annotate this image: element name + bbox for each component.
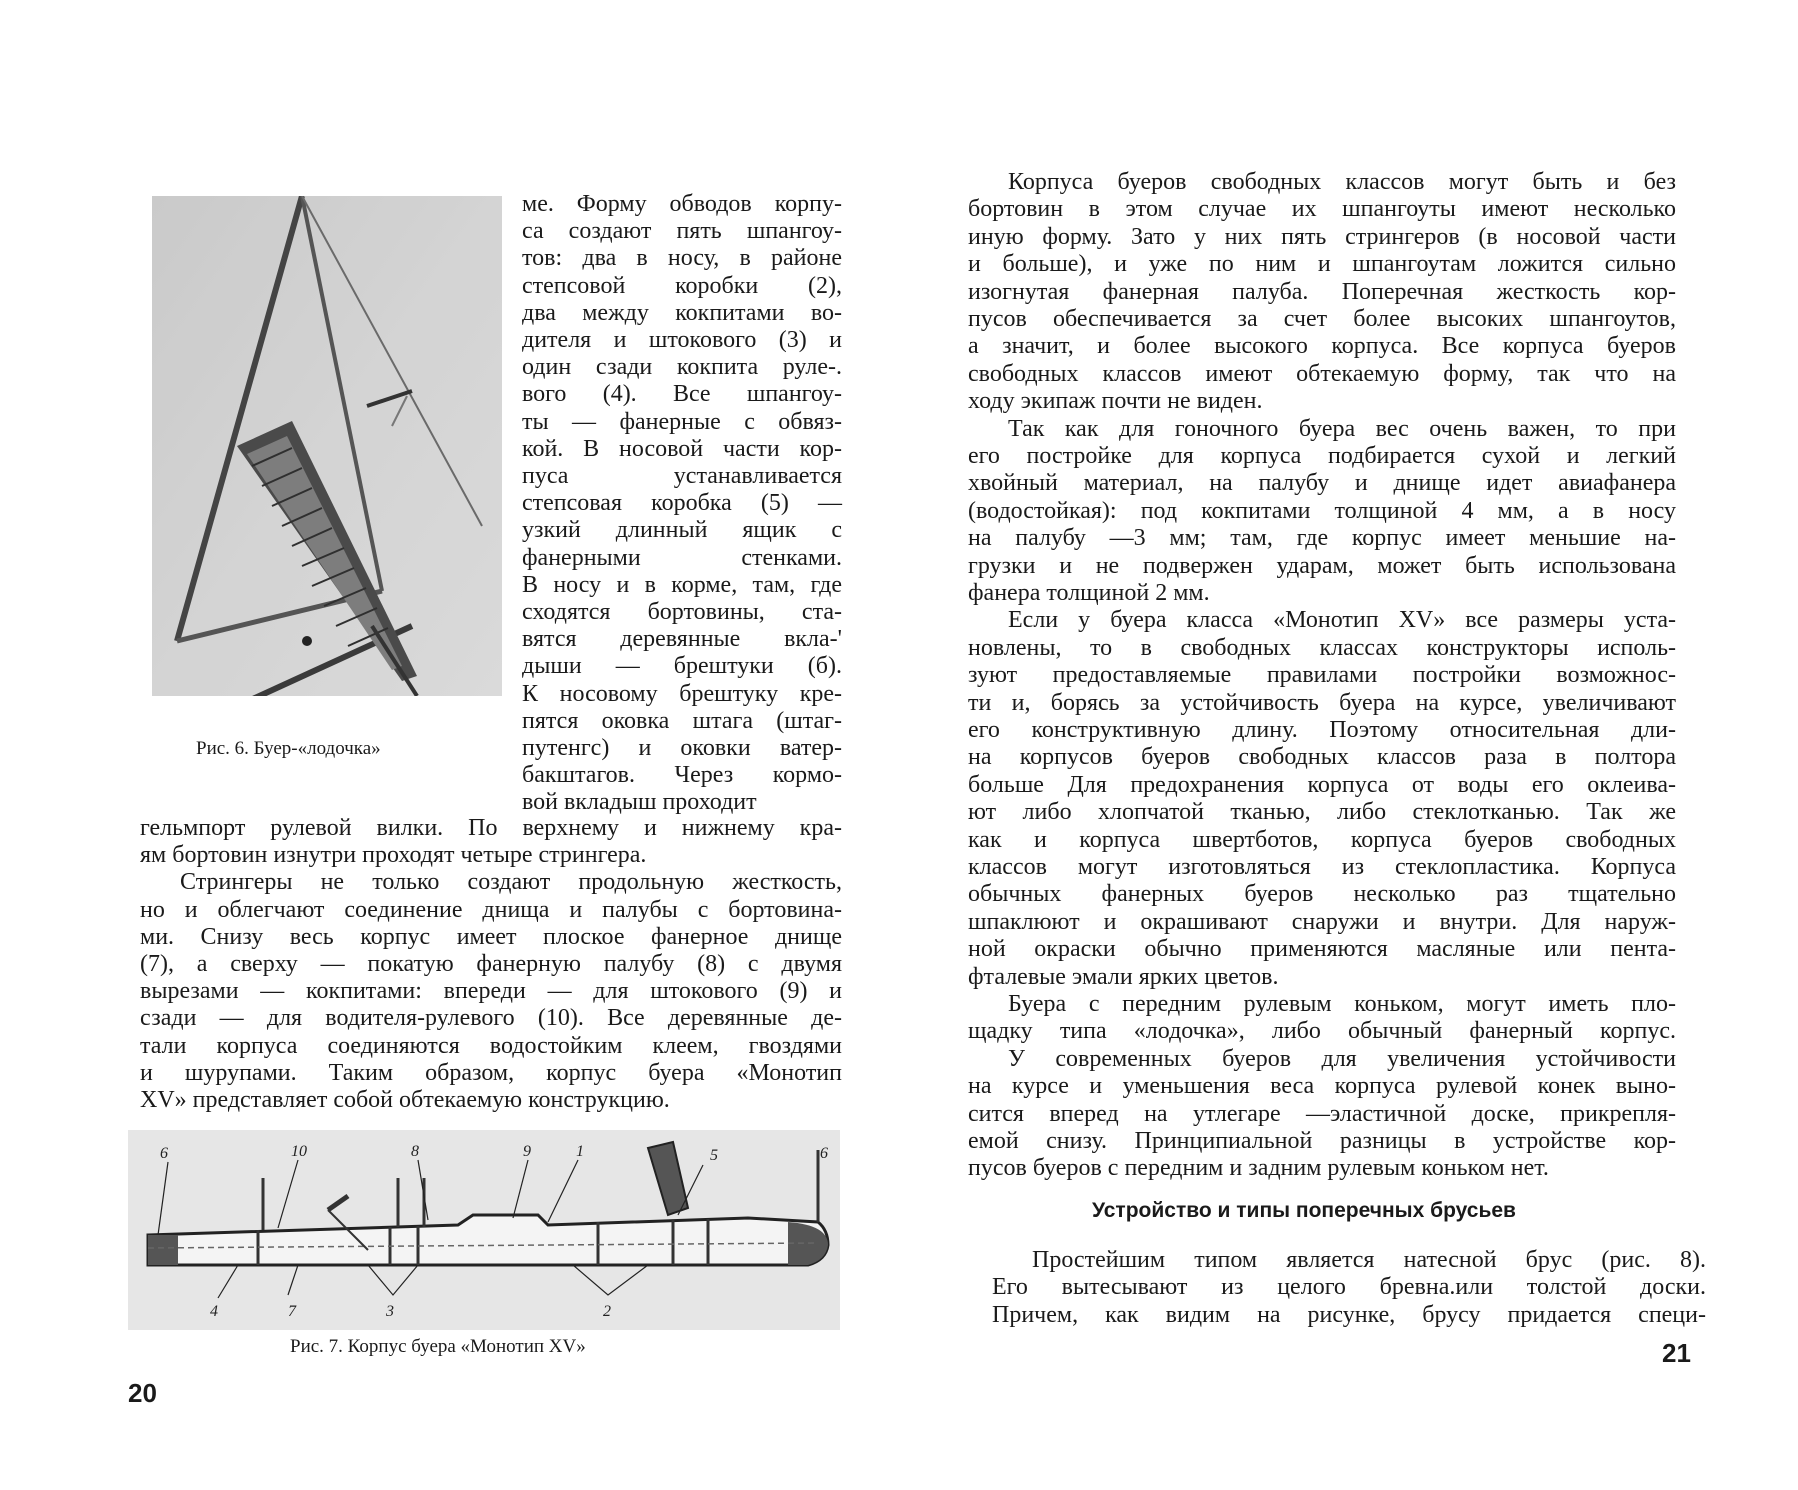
figure-6-caption: Рис. 6. Буер-«лодочка» xyxy=(196,738,381,759)
page-number-right: 21 xyxy=(1662,1338,1691,1368)
text-line: фанерными стенками. xyxy=(522,544,842,571)
text-line: XV» представляет собой обтекаемую конструкцию. xyxy=(140,1087,670,1113)
text-line: Его вытесывают из целого бревна.или толстой доски. xyxy=(992,1274,1706,1301)
figure-6-photo xyxy=(152,196,502,696)
text-line: У современных буеров для увеличения устойчивости xyxy=(1008,1045,1676,1072)
text-line: тали корпуса соединяются водостойким клеем, гвоздями xyxy=(140,1032,842,1059)
text-line: его конструктивную длину. Поэтому относительная дли- xyxy=(968,717,1676,743)
text-line: на курсе и уменьшения веса корпуса рулевой конек выно- xyxy=(968,1073,1676,1100)
text-line: новлены, то в свободных классах конструкторы исполь- xyxy=(968,634,1676,661)
text-line: фталевые эмали ярких цветов. xyxy=(968,963,1279,990)
text-line: и больше), и уже по ним и шпангоутам ложится сильно xyxy=(968,251,1676,278)
text-line: К носовому брештуку кре- xyxy=(522,680,842,707)
text-line: пятся оковка штага (штаг- xyxy=(522,707,842,734)
text-line: Если у буера класса «Монотип XV» все размеры уста- xyxy=(1008,607,1676,634)
fig7-label-6a: 6 xyxy=(160,1145,168,1162)
text-line: вятся деревянные вкла-' xyxy=(522,626,842,653)
text-line: ме. Форму обводов корпу- xyxy=(522,191,842,217)
fig7-label-7: 7 xyxy=(288,1303,296,1320)
fig7-label-1: 1 xyxy=(576,1143,584,1160)
text-line: и шурупами. Таким образом, корпус буера «Монотип xyxy=(140,1059,842,1086)
text-line: больше Для предохранения корпуса от воды его оклеива- xyxy=(968,771,1676,798)
section-heading: Устройство и типы поперечных брусьев xyxy=(1092,1199,1516,1222)
text-line: дыши — брештуки (б). xyxy=(522,653,842,680)
fig7-label-5: 5 xyxy=(710,1147,718,1164)
text-line: пусов буеров с передним и задним рулевым коньком нет. xyxy=(968,1155,1549,1182)
text-line: вой вкладыш проходит xyxy=(522,789,757,816)
text-line: ходу экипаж почти не виден. xyxy=(968,388,1263,415)
text-line: как и корпуса швертботов, корпуса буеров свободных xyxy=(968,826,1676,853)
text-line: Простейшим типом является натесной брус (рис. 8). xyxy=(1032,1247,1706,1273)
text-line: ты — фанерные с обвяз- xyxy=(522,408,842,435)
text-line: классов могут изготовляться из стеклопластика. Корпуса xyxy=(968,854,1676,880)
text-line: обычных фанерных буеров несколько раз тщательно xyxy=(968,881,1676,908)
text-line: гельмпорт рулевой вилки. По верхнему и нижнему кра- xyxy=(140,815,842,841)
text-line: ют либо хлопчатой тканью, либо стеклотканью. Так же xyxy=(968,799,1676,826)
text-line: два между кокпитами во- xyxy=(522,299,842,326)
text-line: сзади — для водителя-рулевого (10). Все деревянные де- xyxy=(140,1005,842,1032)
page-number-left: 20 xyxy=(128,1378,157,1408)
fig7-label-2: 2 xyxy=(603,1303,611,1320)
text-line: узкий длинный ящик с xyxy=(522,517,842,544)
text-line: дителя и штокового (3) и xyxy=(522,327,842,353)
figure-7-caption: Рис. 7. Корпус буера «Монотип XV» xyxy=(290,1336,586,1357)
fig7-label-10: 10 xyxy=(291,1143,307,1160)
fig7-label-8: 8 xyxy=(411,1143,419,1160)
figure-7-drawing xyxy=(128,1130,840,1330)
text-line: Стрингеры не только создают продольную жесткость, xyxy=(180,869,842,896)
text-line: (водостойкая): под кокпитами толщиной 4 мм, а в носу xyxy=(968,497,1676,524)
text-line: путенгс) и оковки ватер- xyxy=(522,735,842,761)
text-line: В носу и в корме, там, где xyxy=(522,571,842,598)
text-line: пусов обеспечивается за счет более высоких шпангоутов, xyxy=(968,306,1676,332)
text-line: но и облегчают соединение днища и палубы с бортовина- xyxy=(140,896,842,923)
text-line: щадку типа «лодочка», либо обычный фанерный корпус. xyxy=(968,1018,1676,1045)
text-line: кой. В носовой части кор- xyxy=(522,435,842,462)
text-line: на корпусов буеров свободных классов раза в полтора xyxy=(968,744,1676,771)
text-line: Так как для гоночного буера вес очень важен, то при xyxy=(1008,415,1676,442)
text-line: Буера с передним рулевым коньком, могут иметь пло- xyxy=(1008,991,1676,1017)
text-line: степсовой коробки (2), xyxy=(522,272,842,299)
fig7-label-3: 3 xyxy=(386,1303,394,1320)
text-line: пуса устанавливается xyxy=(522,463,842,489)
text-line: а значит, и более высокого корпуса. Все корпуса буеров xyxy=(968,333,1676,360)
text-line: сится вперед на утлегаре —эластичной доске, прикрепля- xyxy=(968,1100,1676,1127)
text-line: на палубу —3 мм; там, где корпус имеет меньшие на- xyxy=(968,525,1676,552)
text-line: са создают пять шпангоу- xyxy=(522,218,842,245)
text-line: степсовая коробка (5) — xyxy=(522,490,842,517)
text-line: ям бортовин изнутри проходят четыре стрингера. xyxy=(140,842,647,869)
text-line: один сзади кокпита руле-. xyxy=(522,354,842,381)
fig7-label-4: 4 xyxy=(210,1303,218,1320)
text-line: свободных классов имеют обтекаемую форму, так что на xyxy=(968,360,1676,387)
text-line: бортовин в этом случае их шпангоуты имеют несколько xyxy=(968,196,1676,223)
text-line: тов: два в носу, в районе xyxy=(522,245,842,272)
text-line: фанера толщиной 2 мм. xyxy=(968,580,1210,606)
text-line: хвойный материал, на палубу и днище идет авиафанера xyxy=(968,470,1676,497)
text-line: зуют предоставляемые правилами постройки возможнос- xyxy=(968,662,1676,689)
text-line: бакштагов. Через кормо- xyxy=(522,762,842,789)
text-line: Причем, как видим на рисунке, брусу придается специ- xyxy=(992,1301,1706,1328)
text-line: его постройке для корпуса подбирается сухой и легкий xyxy=(968,443,1676,469)
text-line: грузки и не подвержен ударам, может быть использована xyxy=(968,552,1676,579)
text-line: шпаклюют и окрашивают снаружи и внутри. Для наруж- xyxy=(968,908,1676,935)
text-line: вого (4). Все шпангоу- xyxy=(522,381,842,408)
text-line: Корпуса буеров свободных классов могут быть и без xyxy=(1008,169,1676,195)
text-line: ми. Снизу весь корпус имеет плоское фанерное днище xyxy=(140,923,842,950)
fig7-label-9: 9 xyxy=(523,1143,531,1160)
text-line: изогнутая фанерная палуба. Поперечная жесткость кор- xyxy=(968,278,1676,305)
text-line: (7), а сверху — покатую фанерную палубу (8) с двумя xyxy=(140,951,842,977)
fig7-label-6b: 6 xyxy=(820,1145,828,1162)
text-line: ной окраски обычно применяются масляные или пента- xyxy=(968,936,1676,963)
text-line: вырезами — кокпитами: впереди — для штокового (9) и xyxy=(140,978,842,1005)
text-line: ти и, борясь за устойчивость буера на курсе, увеличивают xyxy=(968,689,1676,716)
text-line: емой снизу. Принципиальной разницы в устройстве кор- xyxy=(968,1128,1676,1154)
text-line: сходятся бортовины, ста- xyxy=(522,599,842,625)
text-line: иную форму. Зато у них пять стрингеров (в носовой части xyxy=(968,223,1676,250)
